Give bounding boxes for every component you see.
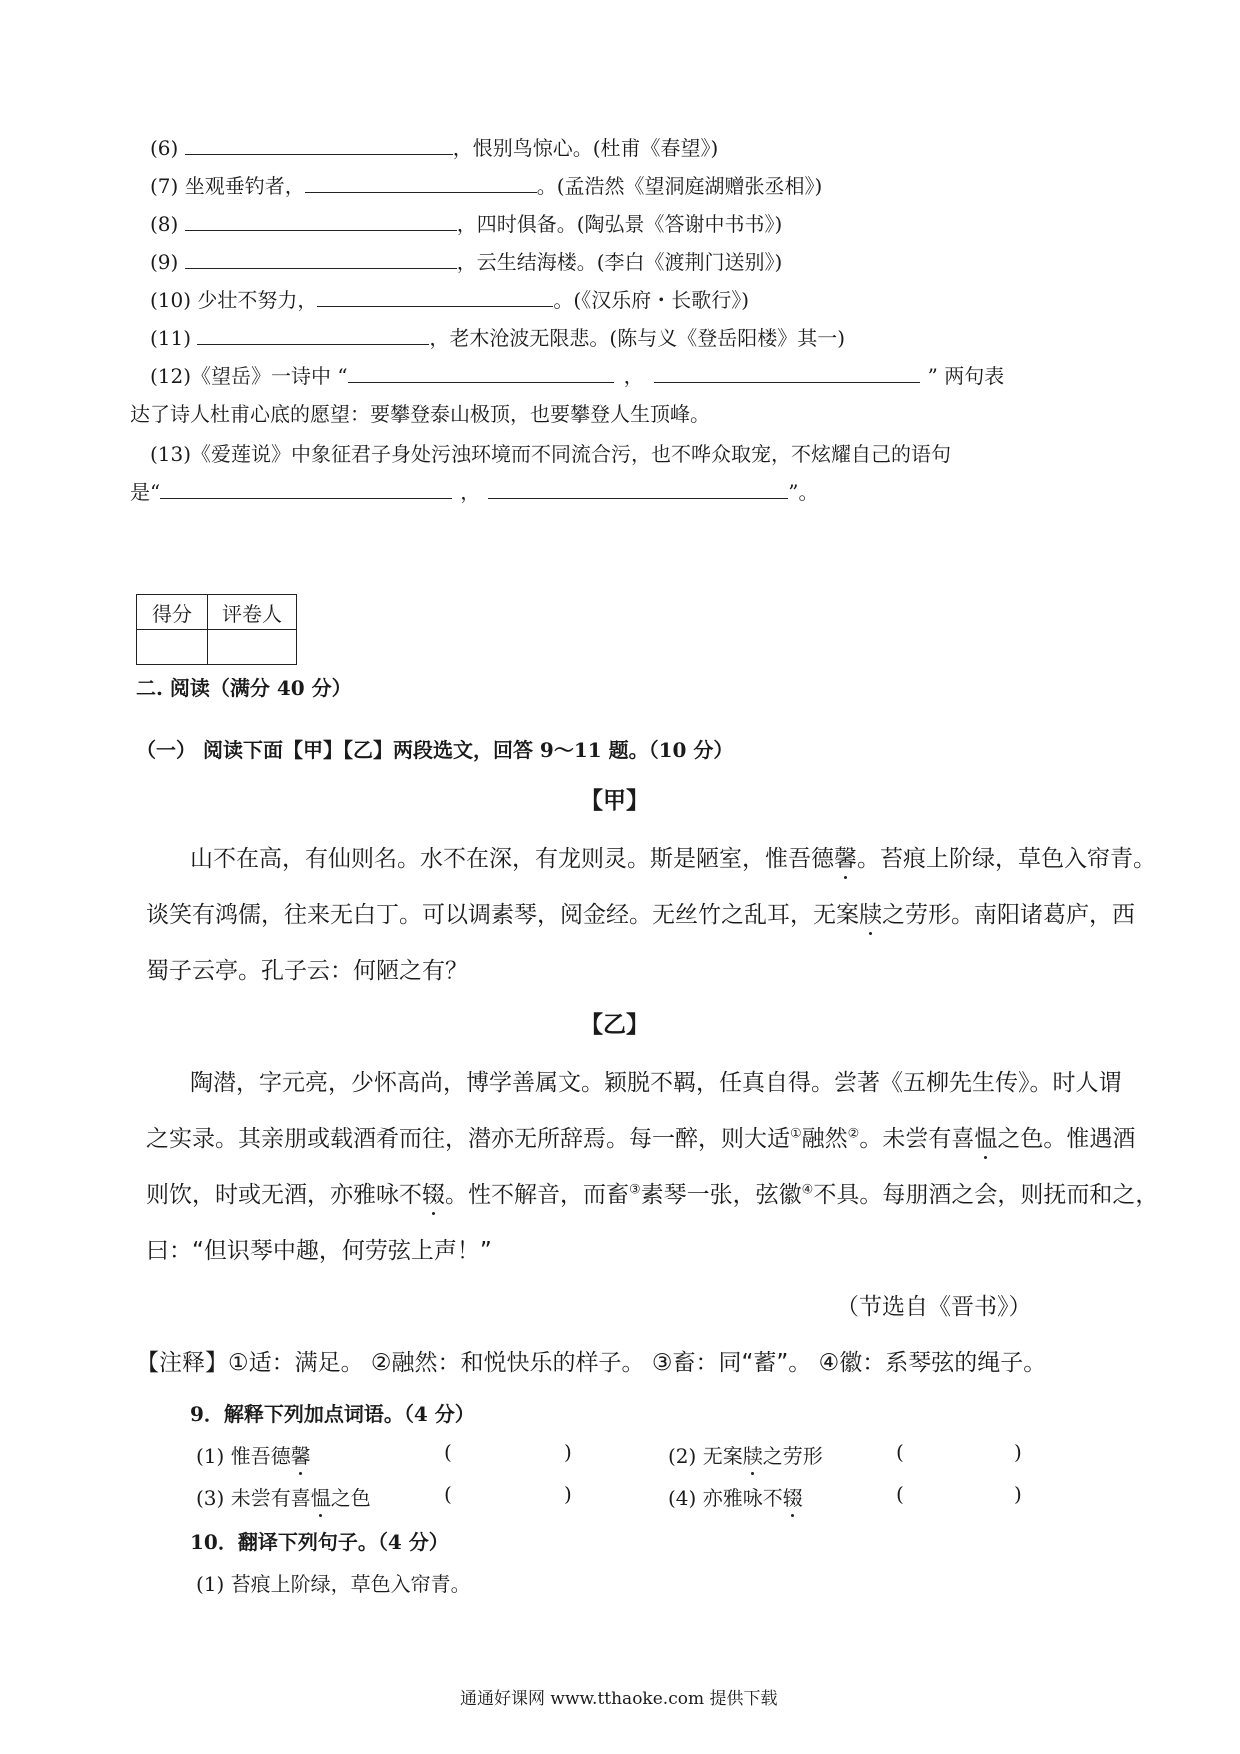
- q13-blank-1[interactable]: [160, 478, 452, 499]
- passage-a-line2: [146, 896, 1135, 929]
- passage-b-l3a: 则饮，时或无酒，亦雅咏不: [146, 1182, 422, 1208]
- passage-source: （节选自《晋书》）: [836, 1294, 1032, 1320]
- q7-blank[interactable]: [305, 172, 537, 193]
- footnote-mark: ②: [847, 1126, 860, 1142]
- q9-item-num: (4): [668, 1486, 697, 1510]
- q9-item-num: (1): [196, 1444, 225, 1468]
- footnote-mark: ①: [790, 1126, 802, 1142]
- q10-blank-line: [150, 284, 749, 313]
- q13-before: 是“: [130, 480, 161, 504]
- q9-answer-2-close: ): [1014, 1440, 1022, 1464]
- q12-line2: 达了诗人杜甫心底的愿望：要攀登泰山极顶，也要攀登人生顶峰。: [130, 402, 710, 426]
- grader-cell[interactable]: [208, 630, 297, 665]
- dotted-char: 愠: [974, 1126, 998, 1152]
- q8-line: [150, 208, 782, 237]
- score-header: 得分: [137, 595, 208, 630]
- q12-line1: [150, 360, 1004, 389]
- passage-a-l1b: 。苔痕上阶绿，草色入帘青。: [857, 846, 1156, 872]
- q9-answer-3-close: ): [564, 1482, 572, 1506]
- q12-before: (12)《望岳》一诗中 “: [150, 364, 348, 388]
- passage-b-l2a: 之实录。其亲朋或载酒肴而往，潜亦无所辞焉。每一醉，则大适: [146, 1126, 790, 1152]
- q9-blank[interactable]: [185, 248, 457, 269]
- annotation-notes: 【注释】①适：满足。 ②融然：和悦快乐的样子。 ③畜：同“蓄”。 ④徽：系琴弦的绳子。: [136, 1350, 1047, 1376]
- q6-text: ，恨别鸟惊心。(杜甫《春望》): [452, 136, 719, 160]
- q7-line: [150, 170, 822, 199]
- passage-b-l3b: 。性不解音，而畜: [445, 1182, 629, 1208]
- dotted-char: 牍: [742, 1444, 763, 1468]
- q9-item-text: 未尝有喜: [230, 1486, 311, 1510]
- q7-before: 坐观垂钓者，: [184, 174, 305, 198]
- dotted-char: 辍: [422, 1182, 445, 1208]
- q12-after: ” 两句表: [927, 364, 1005, 388]
- q9-item-num: (2): [668, 1444, 697, 1468]
- passage-a-l1a: 山不在高，有仙则名。水不在深，有龙则灵。斯是陋室，惟吾德: [190, 846, 834, 872]
- passage-b-l2d: 之色。惟遇酒: [997, 1126, 1136, 1152]
- q9-title: 9．解释下列加点词语。（4 分）: [190, 1402, 475, 1426]
- q12-blank-1[interactable]: [348, 362, 614, 383]
- q11-blank-text: ，老木沧波无限悲。(陈与义《登岳阳楼》其一): [429, 326, 846, 350]
- q13-line2: [130, 476, 818, 505]
- q9-blank-number: (9): [150, 250, 179, 274]
- q6-blank[interactable]: [185, 134, 453, 155]
- q9-item-num: (3): [196, 1486, 225, 1510]
- q10-blank[interactable]: [317, 286, 553, 307]
- page-footer: 通通好课网 www.tthaoke.com 提供下载: [460, 1689, 778, 1709]
- q9-answer-1-open[interactable]: (: [444, 1440, 452, 1464]
- q13-after: ”。: [788, 480, 819, 504]
- passage-b-l3d: 不具。每朋酒之会，则抚而和之，: [813, 1182, 1159, 1208]
- q12-blank-2[interactable]: [654, 362, 920, 383]
- grader-header: 评卷人: [208, 595, 297, 630]
- q9-item-4: [668, 1482, 803, 1511]
- q9-blank-line: [150, 246, 782, 275]
- q11-blank-line: [150, 322, 845, 351]
- dotted-char: 辍: [782, 1486, 803, 1510]
- q9-item-2: [668, 1440, 823, 1469]
- q9-item-1: [196, 1440, 311, 1469]
- passage-b-line4: 曰：“但识琴中趣，何劳弦上声！”: [146, 1238, 492, 1264]
- dotted-char: 愠: [310, 1486, 331, 1510]
- dotted-char: 馨: [834, 846, 857, 872]
- q11-blank-number: (11): [150, 326, 192, 350]
- q9-item-text: 亦雅咏不: [702, 1486, 783, 1510]
- passage-a-line3: 蜀子云亭。孔子云：何陋之有？: [146, 958, 468, 984]
- section2-title: 二. 阅读（满分 40 分）: [136, 676, 352, 700]
- q13-line1: (13)《爱莲说》中象征君子身处污浊环境而不同流合污，也不哗众取宠，不炫耀自己的语句: [150, 442, 952, 466]
- q8-blank[interactable]: [185, 210, 457, 231]
- dotted-char: 牍: [859, 902, 882, 928]
- q7-number: (7): [150, 174, 179, 198]
- dotted-char: 馨: [290, 1444, 311, 1468]
- score-cell[interactable]: [137, 630, 208, 665]
- passage-b-line1: 陶潜，字元亮，少怀高尚，博学善属文。颖脱不羁，任真自得。尝著《五柳先生传》。时人谓: [190, 1070, 1122, 1096]
- q9-answer-2-open[interactable]: (: [896, 1440, 904, 1464]
- q10-blank-number: (10): [150, 288, 192, 312]
- passage-a-l2b: 之劳形。南阳诸葛庐，西: [882, 902, 1135, 928]
- q6-line: [150, 132, 718, 161]
- q9-answer-3-open[interactable]: (: [444, 1482, 452, 1506]
- q9-item-text: 之劳形: [762, 1444, 823, 1468]
- q13-blank-2[interactable]: [488, 478, 788, 499]
- q9-item-text: 之色: [330, 1486, 371, 1510]
- q10-item-1: (1) 苔痕上阶绿，草色入帘青。: [196, 1572, 471, 1596]
- q10-blank-before: 少壮不努力，: [197, 288, 318, 312]
- q6-number: (6): [150, 136, 179, 160]
- passage-b-l2c: 。未尝有喜: [859, 1126, 975, 1152]
- q10-blank-text: 。(《汉乐府・长歌行》): [553, 288, 750, 312]
- footnote-mark: ③: [629, 1182, 641, 1198]
- q9-item-text: 无案: [702, 1444, 743, 1468]
- passage-b-l2b: 融然: [801, 1126, 848, 1152]
- passage-b-line3: [146, 1176, 1158, 1209]
- passage-b-line2: [146, 1120, 1135, 1153]
- passage-a-line1: [190, 840, 1156, 873]
- q9-item-text: 惟吾德: [230, 1444, 291, 1468]
- q12-comma: ，: [623, 364, 644, 388]
- part1-intro: （一） 阅读下面【甲】【乙】两段选文，回答 9～11 题。（10 分）: [136, 738, 734, 762]
- q10-title: 10．翻译下列句子。（4 分）: [190, 1530, 449, 1554]
- score-table: [136, 594, 297, 665]
- passage-b-label: 【乙】: [580, 1012, 649, 1038]
- q13-comma: ，: [460, 480, 481, 504]
- q8-text: ，四时俱备。(陶弘景《答谢中书书》): [456, 212, 783, 236]
- passage-a-label: 【甲】: [580, 788, 649, 814]
- q9-answer-4-close: ): [1014, 1482, 1022, 1506]
- footnote-mark: ④: [801, 1182, 814, 1198]
- q9-answer-1-close: ): [564, 1440, 572, 1464]
- passage-b-l3c: 素琴一张，弦徽: [640, 1182, 802, 1208]
- q9-answer-4-open[interactable]: (: [896, 1482, 904, 1506]
- q11-blank[interactable]: [197, 324, 429, 345]
- q8-number: (8): [150, 212, 179, 236]
- q7-text: 。(孟浩然《望洞庭湖赠张丞相》): [536, 174, 823, 198]
- q9-blank-text: ，云生结海楼。(李白《渡荆门送别》): [456, 250, 783, 274]
- q9-item-3: [196, 1482, 371, 1511]
- passage-a-l2a: 谈笑有鸿儒，往来无白丁。可以调素琴，阅金经。无丝竹之乱耳，无案: [146, 902, 859, 928]
